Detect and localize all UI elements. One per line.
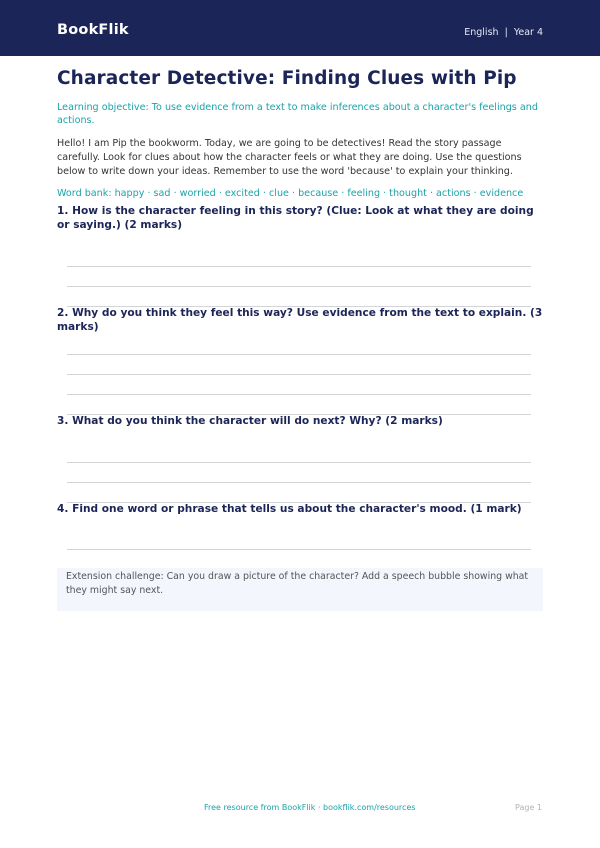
answer-line[interactable]: [67, 482, 531, 483]
extension-box: [57, 568, 543, 611]
page-title: Character Detective: Finding Clues with Pip: [57, 68, 517, 89]
intro-section: [57, 56, 543, 200]
answer-line[interactable]: [67, 286, 531, 287]
page-header: [0, 0, 600, 56]
answer-line[interactable]: [67, 374, 531, 375]
learning-objective: Learning objective: To use evidence from a text to make inferences about a character's feelings and actions.: [57, 102, 538, 126]
subject-year: English | Year 4: [464, 27, 543, 38]
intro-paragraph: Hello! I am Pip the bookworm. Today, we are going to be detectives! Read the story passage carefully. Look for clues about how the character feels or what they are doing. Use the questions below to write down your ideas. Remember to use the word 'because' to explain your thinking.: [57, 138, 522, 177]
footer-link[interactable]: Free resource from BookFlik · bookflik.com/resources: [204, 803, 416, 812]
answer-line[interactable]: [67, 266, 531, 267]
question-3: 3. What do you think the character will do next? Why? (2 marks): [57, 415, 443, 427]
answer-line[interactable]: [67, 549, 531, 550]
question-2: 2. Why do you think they feel this way? Use evidence from the text to explain. (3 marks): [57, 307, 543, 333]
extension-challenge: Extension challenge: Can you draw a picture of the character? Add a speech bubble showing what they might say next.: [66, 571, 529, 596]
question-4: 4. Find one word or phrase that tells us about the character's mood. (1 mark): [57, 503, 522, 515]
answer-line[interactable]: [67, 394, 531, 395]
answer-line[interactable]: [67, 462, 531, 463]
word-bank: Word bank: happy · sad · worried · excited · clue · because · feeling · thought · actions · evidence: [57, 188, 524, 199]
page-number: Page 1: [515, 803, 542, 812]
brand-logo: BookFlik: [57, 22, 129, 38]
question-1: 1. How is the character feeling in this story? (Clue: Look at what they are doing or saying.) (2 marks): [57, 205, 534, 231]
answer-line[interactable]: [67, 354, 531, 355]
